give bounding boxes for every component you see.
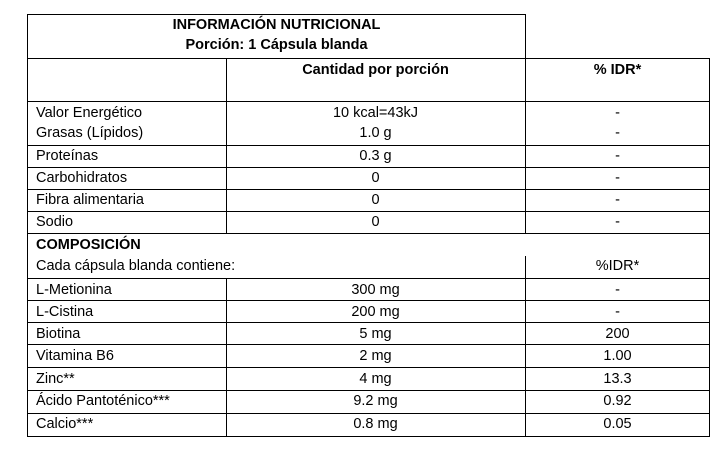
ingredient-amount: 0.8 mg xyxy=(353,416,398,432)
divider xyxy=(27,322,710,323)
ingredient-idr: 1.00 xyxy=(603,348,632,364)
ingredient-amount: 200 mg xyxy=(351,304,400,320)
divider xyxy=(27,145,710,146)
nutrient-idr: - xyxy=(615,192,620,208)
nutrient-idr: - xyxy=(615,105,620,121)
nutrient-name: Carbohidratos xyxy=(36,170,128,186)
ingredient-name: Zinc** xyxy=(36,371,75,387)
table-title: INFORMACIÓN NUTRICIONAL xyxy=(172,17,381,33)
ingredient-amount: 300 mg xyxy=(351,282,400,298)
divider xyxy=(27,344,710,345)
ingredient-name: Ácido Pantoténico*** xyxy=(36,393,170,409)
nutrient-idr: - xyxy=(615,170,620,186)
nutrient-name: Sodio xyxy=(36,214,74,230)
nutrient-amount: 0 xyxy=(371,214,380,230)
nutrient-amount: 0.3 g xyxy=(359,148,392,164)
ingredient-amount: 9.2 mg xyxy=(353,393,398,409)
divider xyxy=(27,211,710,212)
ingredient-idr: - xyxy=(615,304,620,320)
nutrient-amount: 0 xyxy=(371,170,380,186)
nutrient-idr: - xyxy=(615,214,620,230)
divider xyxy=(27,413,710,414)
nutrient-name: Proteínas xyxy=(36,148,99,164)
ingredient-name: L-Cistina xyxy=(36,304,94,320)
column-header-idr: % IDR* xyxy=(593,62,642,78)
ingredient-idr: - xyxy=(615,282,620,298)
ingredient-name: Biotina xyxy=(36,326,81,342)
divider xyxy=(27,101,710,102)
divider xyxy=(27,278,710,279)
divider xyxy=(27,233,710,234)
nutrient-name: Grasas (Lípidos) xyxy=(36,125,144,141)
nutrient-amount: 0 xyxy=(371,192,380,208)
ingredient-idr: 200 xyxy=(605,326,630,342)
ingredient-name: Calcio*** xyxy=(36,416,94,432)
divider xyxy=(27,367,710,368)
ingredient-name: Vitamina B6 xyxy=(36,348,114,364)
ingredient-idr: 0.92 xyxy=(603,393,632,409)
nutrient-name: Valor Energético xyxy=(36,105,143,121)
column-header-amount: Cantidad por porción xyxy=(302,62,449,78)
ingredient-name: L-Metionina xyxy=(36,282,112,298)
nutrient-amount: 10 kcal=43kJ xyxy=(332,105,419,121)
composition-subheading: Cada cápsula blanda contiene: xyxy=(36,258,236,274)
nutrient-amount: 1.0 g xyxy=(359,125,392,141)
ingredient-amount: 2 mg xyxy=(359,348,392,364)
composition-idr-label: %IDR* xyxy=(595,258,640,274)
nutrient-idr: - xyxy=(615,125,620,141)
nutrient-idr: - xyxy=(615,148,620,164)
serving-size: Porción: 1 Cápsula blanda xyxy=(185,37,368,53)
divider xyxy=(27,300,710,301)
ingredient-amount: 4 mg xyxy=(359,371,392,387)
nutrient-name: Fibra alimentaria xyxy=(36,192,144,208)
ingredient-amount: 5 mg xyxy=(359,326,392,342)
divider xyxy=(27,390,710,391)
ingredient-idr: 0.05 xyxy=(603,416,632,432)
divider xyxy=(27,189,710,190)
divider xyxy=(27,167,710,168)
ingredient-idr: 13.3 xyxy=(603,371,632,387)
composition-heading: COMPOSICIÓN xyxy=(36,237,141,253)
